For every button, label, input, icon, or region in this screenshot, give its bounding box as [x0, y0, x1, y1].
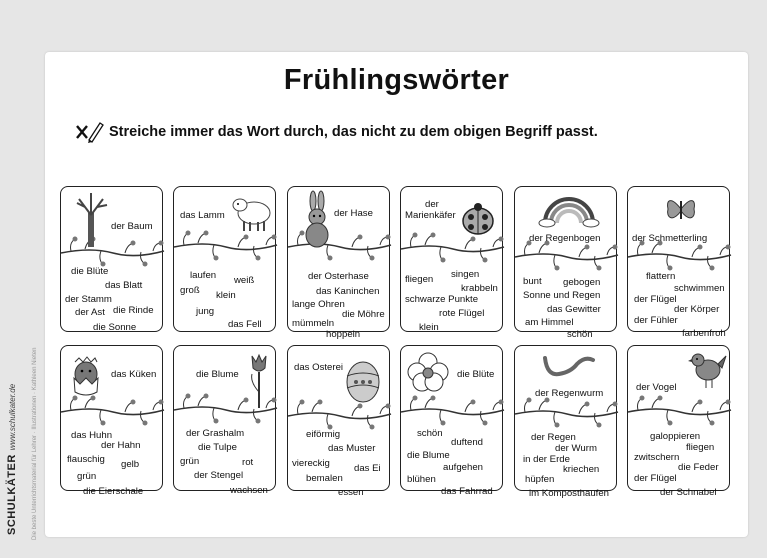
word-option[interactable]: klein	[419, 322, 439, 333]
word-option[interactable]: lange Ohren	[292, 299, 345, 310]
word-option[interactable]: bemalen	[306, 473, 343, 484]
card-heading: die Blüte	[457, 369, 495, 380]
word-option[interactable]: rot	[242, 457, 254, 468]
word-option[interactable]: der Regen	[531, 432, 576, 443]
twig-decoration	[628, 392, 731, 426]
card-schmetterling	[627, 186, 730, 339]
word-option[interactable]: das Blatt	[105, 280, 143, 291]
word-option[interactable]: der Fühler	[634, 315, 678, 326]
word-option[interactable]: singen	[451, 269, 480, 280]
word-option[interactable]: gelb	[121, 459, 140, 470]
word-option[interactable]: die Tulpe	[198, 442, 237, 453]
card-regenwurm	[514, 345, 617, 499]
word-option[interactable]: der Flügel	[634, 473, 677, 484]
chick-icon	[69, 354, 103, 396]
worm-icon	[541, 352, 597, 382]
word-option[interactable]: hüpfen	[525, 474, 555, 485]
card-heading: das Osterei	[294, 362, 344, 373]
word-option[interactable]: blühen	[407, 474, 436, 485]
word-option[interactable]: flauschig	[67, 454, 105, 465]
word-option[interactable]: farbenfroh	[682, 328, 726, 339]
word-option[interactable]: aufgehen	[443, 462, 484, 473]
twig-decoration	[401, 392, 504, 426]
card-osterei	[287, 345, 390, 498]
rainbow-icon	[539, 191, 599, 227]
word-option[interactable]: duftend	[451, 437, 484, 448]
word-option[interactable]: flattern	[646, 271, 676, 282]
cross-out-pencil-icon	[75, 120, 105, 144]
word-option[interactable]: das Fahrrad	[441, 486, 493, 497]
word-option[interactable]: essen	[338, 487, 364, 498]
blossom-icon	[407, 352, 449, 392]
word-option[interactable]: grün	[180, 456, 200, 467]
word-option[interactable]: der Osterhase	[308, 271, 369, 282]
word-option[interactable]: das Muster	[328, 443, 376, 454]
word-option[interactable]: der Schnabel	[660, 487, 717, 498]
card-heading: Marienkäfer	[405, 210, 456, 221]
card-heading: der Regenbogen	[529, 233, 601, 244]
card-heading: der Regenwurm	[535, 388, 604, 399]
word-option[interactable]: das Huhn	[71, 430, 113, 441]
bird-icon	[688, 350, 726, 394]
word-option[interactable]: eiförmig	[306, 429, 341, 440]
page-title: Frühlingswörter	[283, 64, 510, 96]
word-option[interactable]: fliegen	[405, 274, 434, 285]
butterfly-icon	[664, 193, 698, 225]
word-option[interactable]: schön	[417, 428, 443, 439]
word-option[interactable]: der Stengel	[194, 470, 244, 481]
card-kaefer	[400, 186, 503, 332]
word-option[interactable]: krabbeln	[461, 283, 498, 294]
word-option[interactable]: gebogen	[563, 277, 601, 288]
publisher-brand	[6, 384, 18, 535]
card-heading: das Küken	[111, 369, 157, 380]
word-option[interactable]: die Feder	[678, 462, 719, 473]
word-option[interactable]: das Gewitter	[547, 304, 601, 315]
word-option[interactable]: der Körper	[674, 304, 720, 315]
card-lamm	[173, 186, 276, 332]
word-option[interactable]: hoppeln	[326, 329, 361, 340]
word-option[interactable]: bunt	[523, 276, 542, 287]
word-option[interactable]: die Blume	[407, 450, 450, 461]
word-option[interactable]: der Hahn	[101, 440, 141, 451]
word-option[interactable]: die Rinde	[113, 305, 154, 316]
word-option[interactable]: grün	[77, 471, 97, 482]
instruction-text: Streiche immer das Wort durch, das nicht zu dem obigen Begriff passt.	[109, 124, 598, 140]
word-option[interactable]: die Blüte	[71, 266, 109, 277]
word-option[interactable]: der Wurm	[555, 443, 597, 454]
card-hase	[287, 186, 390, 340]
word-option[interactable]: das Fell	[228, 319, 262, 330]
word-option[interactable]: schwimmen	[674, 283, 725, 294]
card-kueken	[60, 345, 163, 497]
card-baum	[60, 186, 163, 332]
word-option[interactable]: der Flügel	[634, 294, 677, 305]
word-option[interactable]: galoppieren	[650, 431, 701, 442]
word-option[interactable]: wachsen	[230, 485, 268, 496]
word-option[interactable]: der Grashalm	[186, 428, 245, 439]
word-option[interactable]: das Kaninchen	[316, 286, 380, 297]
word-option[interactable]: groß	[180, 285, 200, 296]
word-option[interactable]: die Eierschale	[83, 486, 144, 497]
tree-icon	[71, 191, 111, 247]
word-option[interactable]: zwitschern	[634, 452, 680, 463]
lamb-icon	[230, 191, 274, 235]
word-option[interactable]: schön	[567, 329, 593, 340]
word-option[interactable]: die Möhre	[342, 309, 385, 320]
publisher-name: SCHULKÄTER	[6, 454, 18, 535]
word-option[interactable]: das Ei	[354, 463, 381, 474]
word-option[interactable]: kriechen	[563, 464, 600, 475]
card-regenbogen	[514, 186, 617, 340]
card-heading: der Hase	[334, 208, 373, 219]
word-option[interactable]: mümmeln	[292, 318, 335, 329]
word-option[interactable]: schwarze Punkte	[405, 294, 479, 305]
ladybug-icon	[459, 201, 497, 237]
twig-decoration	[515, 394, 618, 428]
card-heading: der	[425, 199, 439, 210]
card-blume	[173, 345, 276, 496]
tulip-icon	[248, 352, 270, 408]
word-option[interactable]: im Komposthaufen	[529, 488, 609, 499]
rabbit-icon	[300, 191, 336, 249]
word-option[interactable]: Sonne und Regen	[523, 290, 601, 301]
easter-egg-icon	[344, 358, 382, 404]
word-option[interactable]: klein	[216, 290, 236, 301]
word-option[interactable]: rote Flügel	[439, 308, 485, 319]
word-option[interactable]: die Sonne	[93, 322, 137, 333]
word-option[interactable]: der Stamm	[65, 294, 112, 305]
publisher-url: www.schulkater.de	[7, 383, 17, 451]
word-option[interactable]: weiß	[234, 275, 255, 286]
word-option[interactable]: in der Erde	[523, 454, 570, 465]
word-option[interactable]: viereckig	[292, 458, 330, 469]
publisher-side-text: Die beste Unterrichtsmaterial für Lehrer · Illustrationen · Kathleen Nieten	[32, 347, 38, 540]
card-heading: das Lamm	[180, 210, 225, 221]
word-option[interactable]: fliegen	[686, 442, 715, 453]
instruction	[75, 120, 735, 144]
card-heading: der Vogel	[636, 382, 677, 393]
card-vogel	[627, 345, 730, 498]
card-heading: die Blume	[196, 369, 239, 380]
card-heading: der Baum	[111, 221, 153, 232]
card-heading: der Schmetterling	[632, 233, 708, 244]
card-bluete	[400, 345, 503, 497]
word-option[interactable]: der Ast	[75, 307, 105, 318]
twig-decoration	[61, 392, 164, 426]
word-option[interactable]: laufen	[190, 270, 217, 281]
word-option[interactable]: jung	[196, 306, 215, 317]
word-option[interactable]: am Himmel	[525, 317, 574, 328]
